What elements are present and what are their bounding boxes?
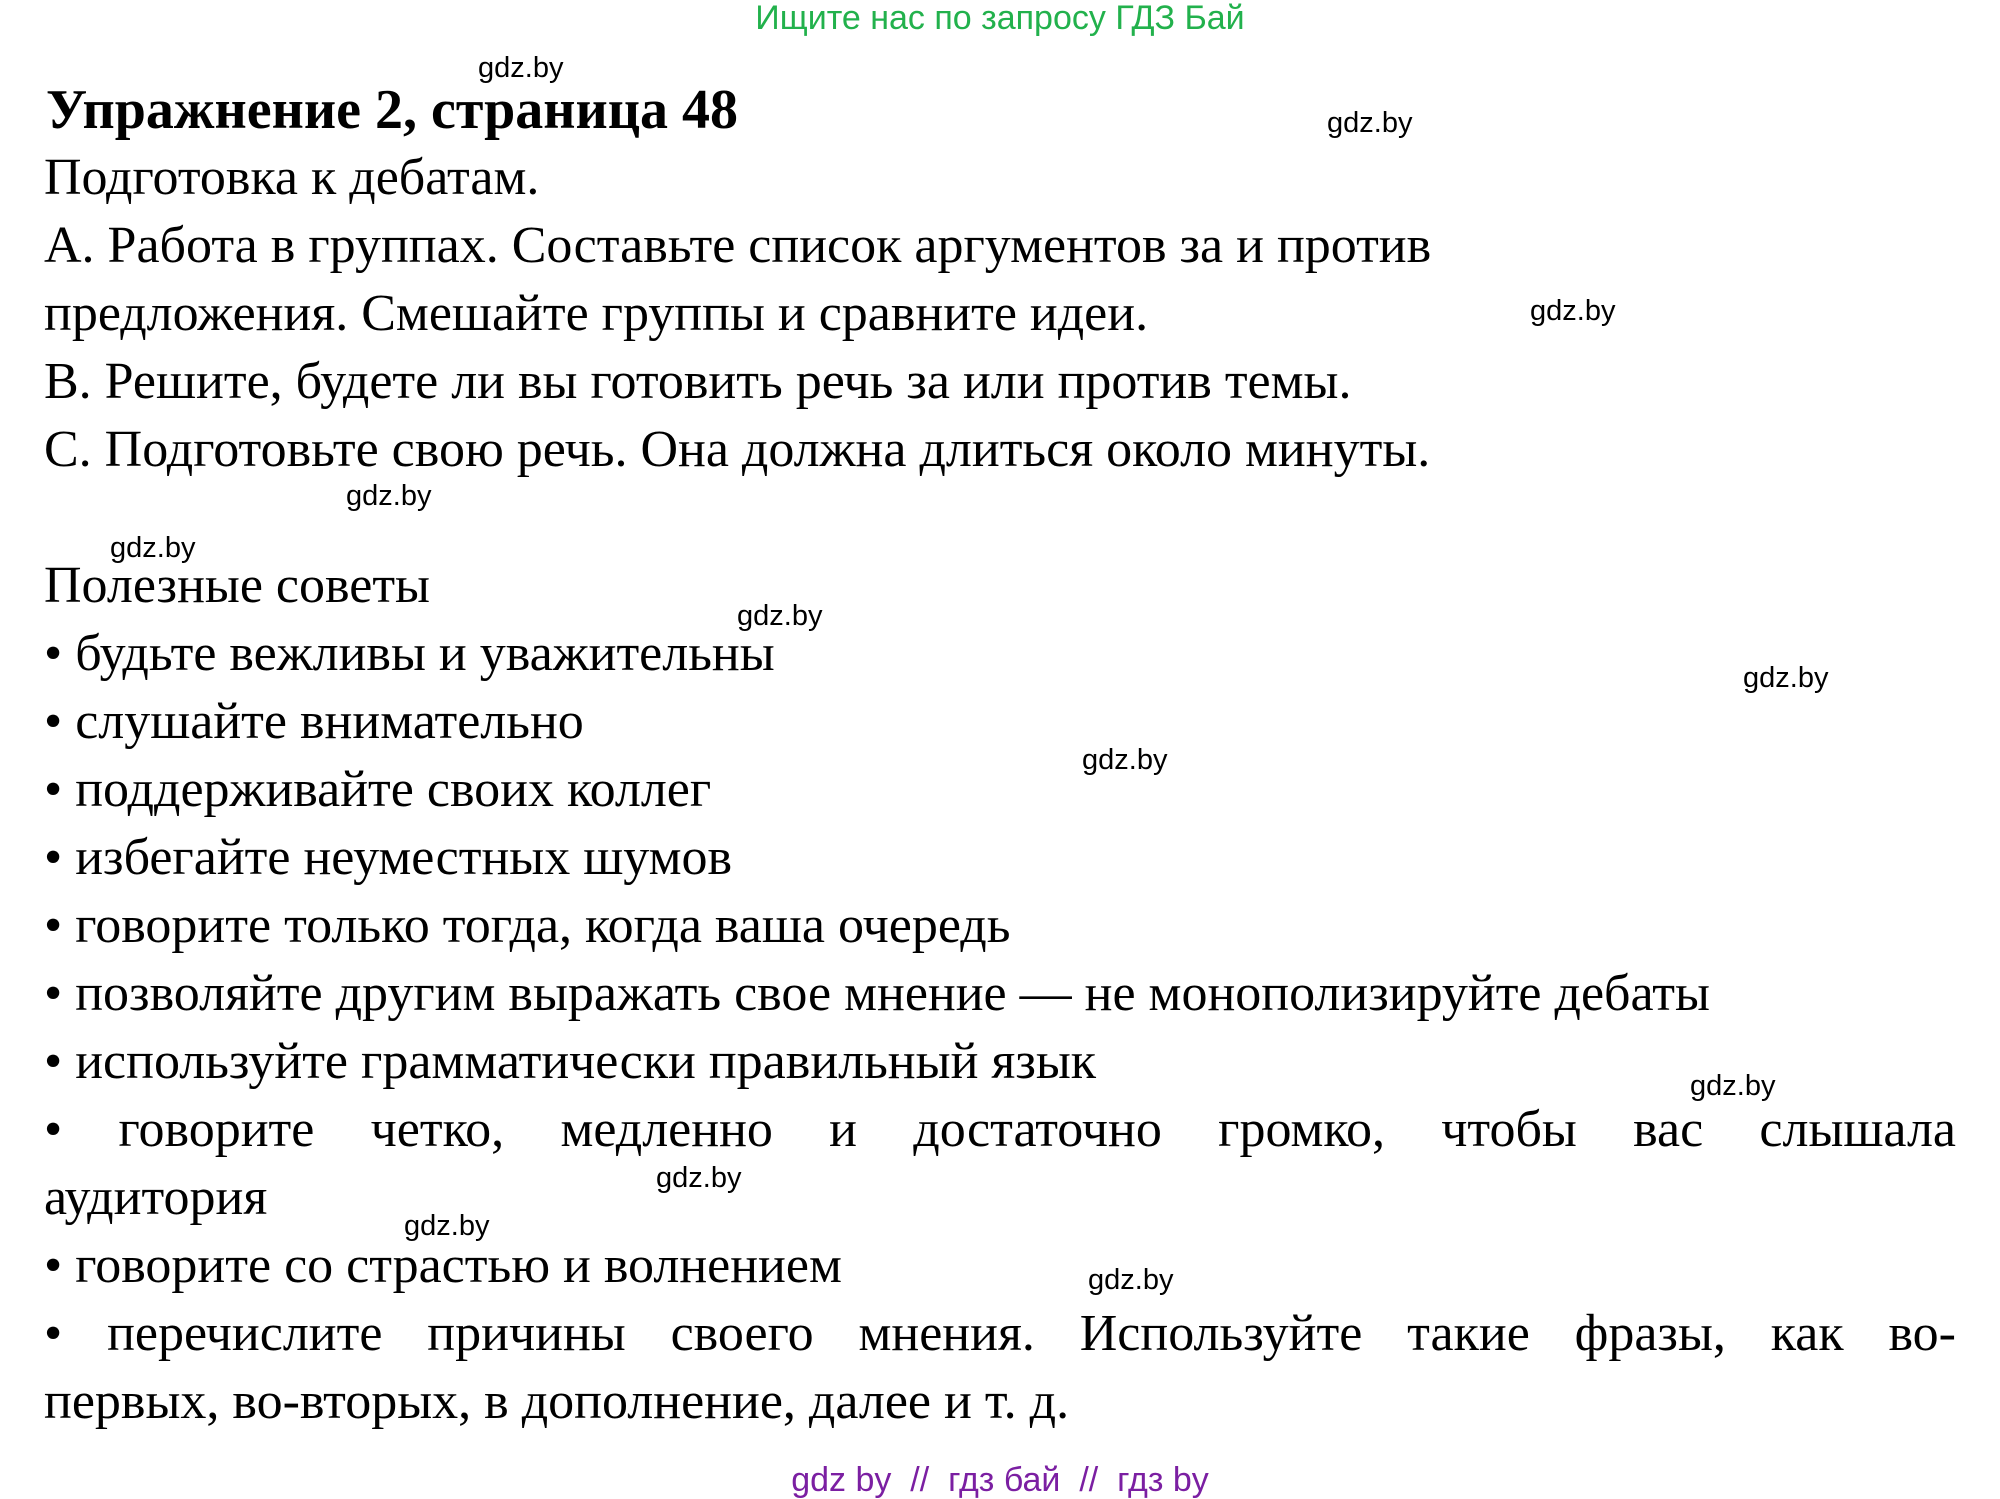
tip-item-10-line-1: • перечислите причины своего мнения. Используйте такие фразы, как во- bbox=[44, 1305, 1956, 1362]
intro-heading: Подготовка к дебатам. bbox=[44, 149, 540, 206]
tip-item-8-line-2: аудитория bbox=[44, 1169, 268, 1226]
footer-links: gdz by // гдз бай // гдз by bbox=[791, 1461, 1209, 1499]
watermark: gdz.by bbox=[346, 480, 432, 512]
tip-item: • будьте вежливы и уважительны bbox=[44, 625, 775, 682]
task-a-line-1: А. Работа в группах. Составьте список аргументов за и против bbox=[44, 217, 1432, 274]
exercise-title: Упражнение 2, страница 48 bbox=[46, 79, 739, 141]
tip-item-8-line-1: • говорите четко, медленно и достаточно громко, чтобы вас слышала bbox=[44, 1101, 1956, 1158]
watermark: gdz.by bbox=[656, 1162, 742, 1194]
watermark: gdz.by bbox=[1088, 1264, 1174, 1296]
search-hint-banner: Ищите нас по запросу ГДЗ Бай bbox=[755, 0, 1245, 37]
tip-item: • избегайте неуместных шумов bbox=[44, 829, 733, 886]
watermark: gdz.by bbox=[478, 52, 564, 84]
tip-item-10-line-2: первых, во-вторых, в дополнение, далее и т. д. bbox=[44, 1373, 1070, 1430]
task-a-line-2: предложения. Смешайте группы и сравните идеи. bbox=[44, 285, 1149, 342]
watermark: gdz.by bbox=[1082, 744, 1168, 776]
tip-item: • слушайте внимательно bbox=[44, 693, 584, 750]
tip-item: • используйте грамматически правильный язык bbox=[44, 1033, 1097, 1090]
tip-item: • поддерживайте своих коллег bbox=[44, 761, 712, 818]
watermark: gdz.by bbox=[737, 600, 823, 632]
watermark: gdz.by bbox=[404, 1210, 490, 1242]
tip-item: • говорите только тогда, когда ваша очередь bbox=[44, 897, 1011, 954]
watermark: gdz.by bbox=[1530, 295, 1616, 327]
tip-item-9: • говорите со страстью и волнением bbox=[44, 1237, 842, 1294]
tip-item: • позволяйте другим выражать свое мнение — не монополизируйте дебаты bbox=[44, 965, 1710, 1022]
watermark: gdz.by bbox=[110, 532, 196, 564]
tips-heading: Полезные советы bbox=[44, 557, 430, 614]
watermark: gdz.by bbox=[1743, 662, 1829, 694]
task-c: С. Подготовьте свою речь. Она должна длиться около минуты. bbox=[44, 421, 1431, 478]
task-b: В. Решите, будете ли вы готовить речь за или против темы. bbox=[44, 353, 1352, 410]
watermark: gdz.by bbox=[1327, 107, 1413, 139]
watermark: gdz.by bbox=[1690, 1070, 1776, 1102]
